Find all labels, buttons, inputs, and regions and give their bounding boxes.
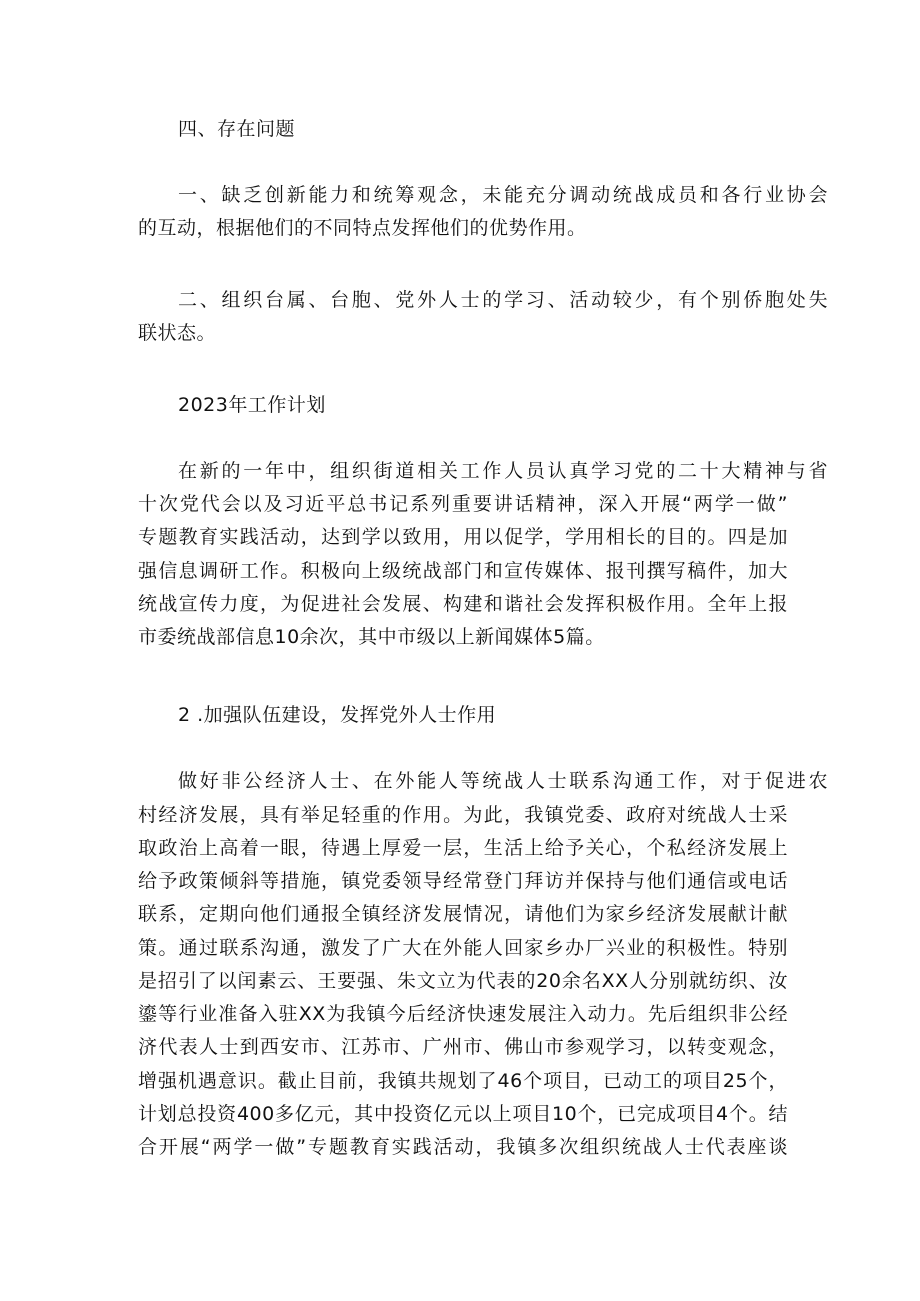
paragraph-line: 村经济发展，具有举足轻重的作用。为此，我镇党委、政府对统战人士采 — [138, 804, 788, 826]
paragraph-line: 济代表人士到西安市、江苏市、广州市、佛山市参观学习，以转变观念， — [138, 1036, 788, 1058]
paragraph-line: 联状态。 — [138, 322, 217, 344]
paragraph-line: 策。通过联系沟通，激发了广大在外能人回家乡办厂兴业的积极性。特别 — [138, 937, 788, 959]
paragraph-line: 联系，定期向他们通报全镇经济发展情况，请他们为家乡经济发展献计献 — [138, 903, 788, 925]
paragraph-line: 二、组织台属、台胞、党外人士的学习、活动较少，有个别侨胞处失 — [178, 289, 828, 311]
paragraph-line: 取政治上高着一眼，待遇上厚爱一层，生活上给予关心，个私经济发展上 — [138, 837, 788, 859]
paragraph-line: 十次党代会以及习近平总书记系列重要讲话精神，深入开展“两学一做” — [138, 493, 788, 515]
item-heading-team-building: 2 .加强队伍建设，发挥党外人士作用 — [178, 704, 497, 726]
paragraph-line: 市委统战部信息10余次，其中市级以上新闻媒体5篇。 — [138, 626, 605, 648]
section-heading-plan: 2023年工作计划 — [178, 394, 326, 416]
paragraph-line: 一、缺乏创新能力和统筹观念，未能充分调动统战成员和各行业协会 — [178, 184, 828, 206]
paragraph-line: 的互动，根据他们的不同特点发挥他们的优势作用。 — [138, 217, 587, 239]
paragraph-line: 给予政策倾斜等措施，镇党委领导经常登门拜访并保持与他们通信或电话 — [138, 870, 788, 892]
paragraph-line: 强信息调研工作。积极向上级统战部门和宣传媒体、报刊撰写稿件，加大 — [138, 560, 788, 582]
paragraph-line: 专题教育实践活动，达到学以致用，用以促学，学用相长的目的。四是加 — [138, 526, 788, 548]
paragraph-line: 增强机遇意识。截止目前，我镇共规划了46个项目，已动工的项目25个， — [138, 1070, 788, 1092]
paragraph-line: 鎏等行业准备入驻XX为我镇今后经济快速发展注入动力。先后组织非公经 — [138, 1003, 788, 1025]
section-heading-problems: 四、存在问题 — [178, 118, 296, 140]
paragraph-line: 统战宣传力度，为促进社会发展、构建和谐社会发挥积极作用。全年上报 — [138, 593, 788, 615]
paragraph-line: 合开展“两学一做”专题教育实践活动，我镇多次组织统战人士代表座谈 — [138, 1136, 788, 1158]
paragraph-line: 是招引了以闰素云、王要强、朱文立为代表的20余名XX人分别就纺织、汝 — [138, 970, 788, 992]
paragraph-line: 在新的一年中，组织街道相关工作人员认真学习党的二十大精神与省 — [178, 460, 828, 482]
paragraph-line: 计划总投资400多亿元，其中投资亿元以上项目10个，已完成项目4个。结 — [138, 1103, 788, 1125]
paragraph-line: 做好非公经济人士、在外能人等统战人士联系沟通工作，对于促进农 — [178, 770, 828, 792]
